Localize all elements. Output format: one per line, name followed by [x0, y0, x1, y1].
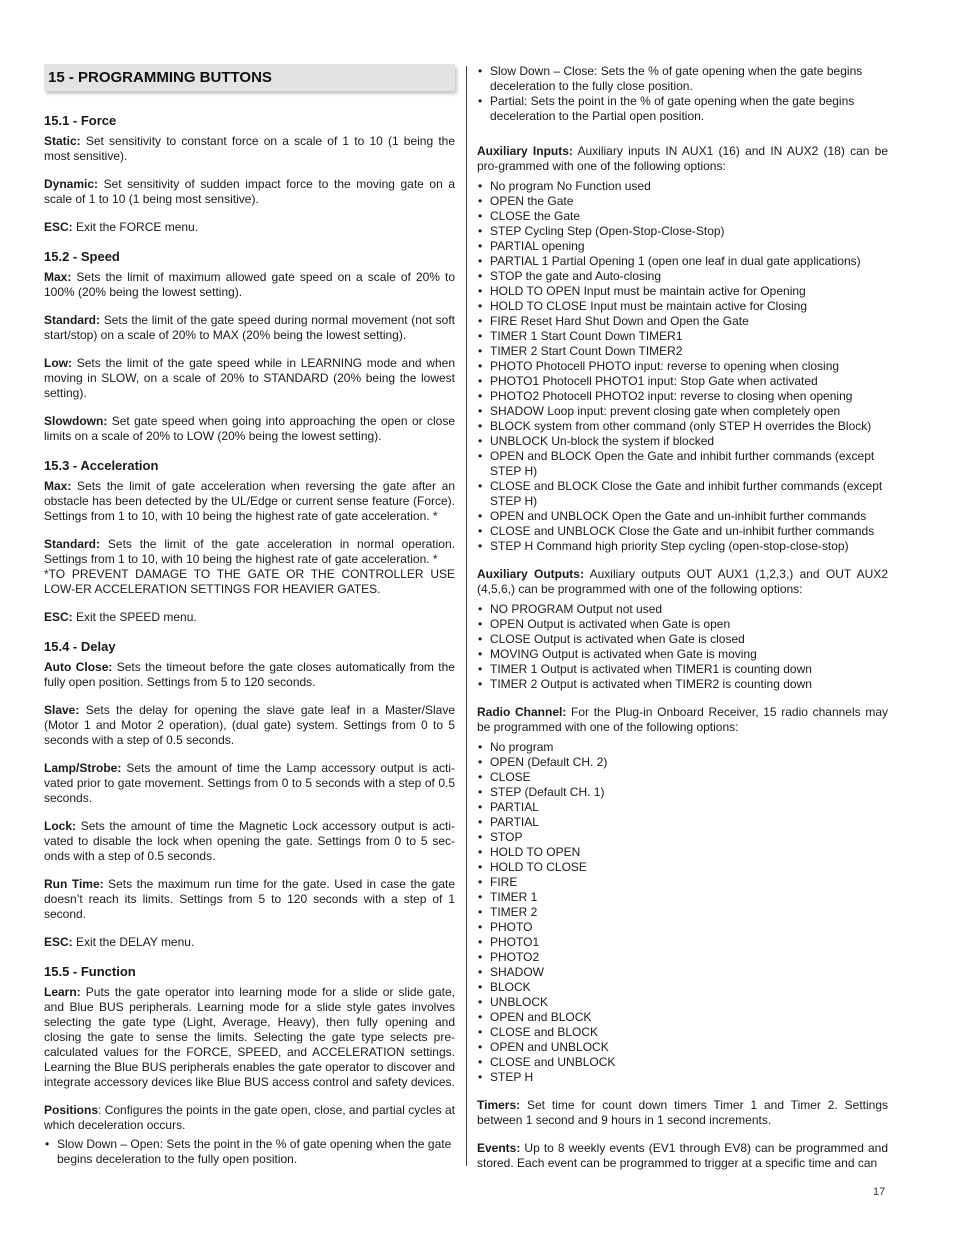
item-label: Lamp/Strobe:: [44, 761, 122, 775]
setting-paragraph: [44, 935, 455, 950]
events-text: Up to 8 weekly events (EV1 through EV8) can be programmed and stored. Each event can be programmed to trigger at a specific time and can: [477, 1141, 888, 1170]
events-paragraph: [477, 1141, 888, 1171]
list-item: • TIMER 1 Start Count Down TIMER1: [477, 329, 888, 344]
list-item: • STEP Cycling Step (Open-Stop-Close-Stop): [477, 224, 888, 239]
positions-list: [44, 1137, 455, 1167]
setting-paragraph: [44, 220, 455, 235]
item-text: Set sensitivity of sudden impact force to the moving gate on a scale of 1 to 10 (1 being most sensitive).: [44, 177, 455, 206]
speed-heading: 15.2 - Speed: [44, 249, 120, 264]
list-item: • OPEN and UNBLOCK Open the Gate and un-inhibit further commands: [477, 509, 888, 524]
item-text: Sets the limit of maximum allowed gate speed on a scale of 20% to 100% (20% being the lowest setting).: [44, 270, 455, 299]
list-item: • FIRE: [477, 875, 888, 890]
setting-paragraph: [44, 819, 455, 864]
item-label: Standard:: [44, 313, 101, 327]
list-item: • PARTIAL 1 Partial Opening 1 (open one leaf in dual gate applications): [477, 254, 888, 269]
radio-paragraph: [477, 705, 888, 735]
list-item: • OPEN and UNBLOCK: [477, 1040, 888, 1055]
page-title: 15 - PROGRAMMING BUTTONS: [44, 64, 455, 91]
aux-inputs-text: Auxiliary inputs IN AUX1 (16) and IN AUX2 (18) can be pro-grammed with one of the following options:: [477, 144, 888, 173]
aux-outputs-label: Auxiliary Outputs:: [477, 567, 584, 581]
delay-heading: 15.4 - Delay: [44, 639, 116, 654]
item-label: Max:: [44, 270, 72, 284]
function-heading: 15.5 - Function: [44, 964, 136, 979]
positions-list-continued: [477, 64, 888, 124]
left-column: [44, 64, 455, 1180]
list-item: • TIMER 2 Output is activated when TIMER2 is counting down: [477, 677, 888, 692]
delay-items: [44, 660, 455, 950]
list-item: • PHOTO1: [477, 935, 888, 950]
item-text: Sets the amount of time the Lamp accessory output is acti-vated prior to gate movement. Settings from 0 to 5 seconds with a step of 0.5 seconds.: [44, 761, 455, 805]
list-item: • HOLD TO CLOSE: [477, 860, 888, 875]
radio-text: For the Plug-in Onboard Receiver, 15 radio channels may be programmed with one of the following options:: [477, 705, 888, 734]
item-label: Slave:: [44, 703, 80, 717]
list-item: • CLOSE and BLOCK: [477, 1025, 888, 1040]
acceleration-esc: [44, 610, 455, 625]
learn-paragraph: [44, 985, 455, 1090]
item-text: Sets the timeout before the gate closes automatically from the fully open position. Settings from 5 to 120 seconds.: [44, 660, 455, 689]
positions-paragraph: [44, 1103, 455, 1133]
list-item: • PARTIAL: [477, 800, 888, 815]
list-item: • PARTIAL: [477, 815, 888, 830]
list-item: • UNBLOCK: [477, 995, 888, 1010]
item-label: Low:: [44, 356, 72, 370]
aux-inputs-list: [477, 179, 888, 554]
item-text: Sets the limit of gate acceleration when reversing the gate after an obstacle has been detected by the UL/Edge or current sense feature (Force). Settings from 1 to 10, with 10 being the highest rate of gate acceleration. *: [44, 479, 455, 523]
list-item: • OPEN and BLOCK Open the Gate and inhibit further commands (except STEP H): [477, 449, 888, 479]
item-text: Sets the limit of the gate speed while in LEARNING mode and when moving in SLOW, on a scale of 20% to STANDARD (20% being the lowest setting).: [44, 356, 455, 400]
list-item: • Slow Down – Open: Sets the point in the % of gate opening when the gate begins deceleration to the fully open position.: [44, 1137, 455, 1167]
item-label: ESC:: [44, 610, 73, 624]
item-text: Sets the limit of the gate acceleration in normal operation. Settings from 1 to 10, with 10 being the highest rate of gate acceleration. *: [44, 537, 455, 566]
column-divider: [466, 66, 467, 1166]
item-label: Dynamic:: [44, 177, 99, 191]
item-label: Auto Close:: [44, 660, 113, 674]
item-label: Run Time:: [44, 877, 104, 891]
setting-paragraph: [44, 177, 455, 207]
acceleration-warning: *TO PREVENT DAMAGE TO THE GATE OR THE CONTROLLER USE LOW-ER ACCELERATION SETTINGS FOR HEAVIER GATES.: [44, 567, 455, 596]
radio-label: Radio Channel:: [477, 705, 567, 719]
delay-section: [44, 639, 455, 950]
setting-paragraph: [44, 313, 455, 343]
list-item: • OPEN and BLOCK: [477, 1010, 888, 1025]
function-section: [44, 964, 455, 1167]
aux-inputs-paragraph: [477, 144, 888, 174]
force-items: [44, 134, 455, 235]
item-text: Set gate speed when going into approaching the open or close limits on a scale of 20% to LOW (20% being the lowest setting).: [44, 414, 455, 443]
aux-inputs-label: Auxiliary Inputs:: [477, 144, 573, 158]
list-item: • Partial: Sets the point in the % of gate opening when the gate begins deceleration to the Partial open position.: [477, 94, 888, 124]
list-item: • No program No Function used: [477, 179, 888, 194]
acceleration-max: [44, 479, 455, 524]
acceleration-heading: 15.3 - Acceleration: [44, 458, 159, 473]
positions-text: : Configures the points in the gate open, close, and partial cycles at which deceleration occurs.: [44, 1103, 455, 1132]
list-item: • PHOTO1 Photocell PHOTO1 input: Stop Gate when activated: [477, 374, 888, 389]
setting-paragraph: [44, 134, 455, 164]
item-text: Exit the DELAY menu.: [72, 935, 195, 949]
radio-list: [477, 740, 888, 1085]
force-heading: 15.1 - Force: [44, 113, 117, 128]
item-text: Set sensitivity to constant force on a scale of 1 to 10 (1 being the most sensitive).: [44, 134, 455, 163]
speed-items: [44, 270, 455, 444]
list-item: • SHADOW: [477, 965, 888, 980]
list-item: • Slow Down – Close: Sets the % of gate opening when the gate begins deceleration to the fully close position.: [477, 64, 888, 94]
acceleration-standard: [44, 537, 455, 567]
list-item: • MOVING Output is activated when Gate is moving: [477, 647, 888, 662]
list-item: • HOLD TO OPEN: [477, 845, 888, 860]
timers-label: Timers:: [477, 1098, 521, 1112]
list-item: • BLOCK: [477, 980, 888, 995]
timers-text: Set time for count down timers Timer 1 and Timer 2. Settings between 1 second and 9 hours in 1 second increments.: [477, 1098, 888, 1127]
aux-outputs-list: [477, 602, 888, 692]
item-text: Exit the SPEED menu.: [72, 610, 197, 624]
learn-text: Puts the gate operator into learning mode for a slide or slide gate, and Blue BUS peripherals. Learning mode for a slide style gates involves selecting the gate type (Light, Average, Heavy), then fully opening and closing the gate to sense the limits. Selecting the gate type selects pre-calculated values for the FORCE, SPEED, and ACCELERATION settings. Learning the Blue BUS peripherals enables the gate operator to discover and integrate accessory devices like Blue BUS access control and safety devices.: [44, 985, 455, 1089]
list-item: • TIMER 1: [477, 890, 888, 905]
list-item: • CLOSE the Gate: [477, 209, 888, 224]
list-item: • STEP (Default CH. 1): [477, 785, 888, 800]
item-label: Static:: [44, 134, 81, 148]
item-label: Standard:: [44, 537, 101, 551]
list-item: • NO PROGRAM Output not used: [477, 602, 888, 617]
setting-paragraph: [44, 414, 455, 444]
list-item: • PHOTO2: [477, 950, 888, 965]
list-item: • STEP H: [477, 1070, 888, 1085]
timers-paragraph: [477, 1098, 888, 1128]
list-item: • CLOSE Output is activated when Gate is closed: [477, 632, 888, 647]
list-item: • FIRE Reset Hard Shut Down and Open the Gate: [477, 314, 888, 329]
list-item: • HOLD TO CLOSE Input must be maintain active for Closing: [477, 299, 888, 314]
item-label: ESC:: [44, 935, 73, 949]
item-text: Sets the maximum run time for the gate. Used in case the gate doesn’t reach its limits. Settings from 5 to 120 seconds with a step of 1 second.: [44, 877, 455, 921]
page-number: 17: [873, 1186, 886, 1198]
list-item: • STOP: [477, 830, 888, 845]
list-item: • SHADOW Loop input: prevent closing gate when completely open: [477, 404, 888, 419]
list-item: • CLOSE and BLOCK Close the Gate and inhibit further commands (except STEP H): [477, 479, 888, 509]
item-text: Exit the FORCE menu.: [72, 220, 199, 234]
item-text: Sets the limit of the gate speed during normal movement (not soft start/stop) on a scale of 20% to MAX (20% being the lowest setting).: [44, 313, 455, 342]
list-item: • PARTIAL opening: [477, 239, 888, 254]
learn-label: Learn:: [44, 985, 81, 999]
list-item: • No program: [477, 740, 888, 755]
setting-paragraph: [44, 877, 455, 922]
list-item: • STEP H Command high priority Step cycling (open-stop-close-stop): [477, 539, 888, 554]
list-item: • HOLD TO OPEN Input must be maintain active for Opening: [477, 284, 888, 299]
positions-label: Positions: [44, 1103, 99, 1117]
setting-paragraph: [44, 761, 455, 806]
events-label: Events:: [477, 1141, 521, 1155]
setting-paragraph: [44, 356, 455, 401]
list-item: • TIMER 1 Output is activated when TIMER1 is counting down: [477, 662, 888, 677]
list-item: • OPEN Output is activated when Gate is open: [477, 617, 888, 632]
item-text: Sets the amount of time the Magnetic Lock accessory output is acti-vated to disable the lock when opening the gate. Settings from 0 to 5 sec-onds with a step of 0.5 seconds.: [44, 819, 455, 863]
list-item: • PHOTO2 Photocell PHOTO2 input: reverse to closing when opening: [477, 389, 888, 404]
list-item: • OPEN (Default CH. 2): [477, 755, 888, 770]
setting-paragraph: [44, 660, 455, 690]
list-item: • UNBLOCK Un-block the system if blocked: [477, 434, 888, 449]
right-column: [477, 64, 888, 1184]
list-item: • STOP the gate and Auto-closing: [477, 269, 888, 284]
force-section: [44, 113, 455, 235]
aux-outputs-paragraph: [477, 567, 888, 597]
item-text: Sets the delay for opening the slave gate leaf in a Master/Slave (Motor 1 and Motor 2 operation), (dual gate) system. Settings from 0 to 5 seconds with a step of 0.5 seconds.: [44, 703, 455, 747]
item-label: Slowdown:: [44, 414, 108, 428]
list-item: • OPEN the Gate: [477, 194, 888, 209]
list-item: • BLOCK system from other command (only STEP H overrides the Block): [477, 419, 888, 434]
list-item: • CLOSE and UNBLOCK Close the Gate and un-inhibit further commands: [477, 524, 888, 539]
setting-paragraph: [44, 703, 455, 748]
item-label: ESC:: [44, 220, 73, 234]
item-label: Lock:: [44, 819, 77, 833]
list-item: • TIMER 2 Start Count Down TIMER2: [477, 344, 888, 359]
list-item: • PHOTO: [477, 920, 888, 935]
speed-section: [44, 249, 455, 444]
list-item: • PHOTO Photocell PHOTO input: reverse to opening when closing: [477, 359, 888, 374]
setting-paragraph: [44, 270, 455, 300]
list-item: • CLOSE and UNBLOCK: [477, 1055, 888, 1070]
aux-outputs-text: Auxiliary outputs OUT AUX1 (1,2,3,) and OUT AUX2 (4,5,6,) can be programmed with one of the following options:: [477, 567, 888, 596]
list-item: • TIMER 2: [477, 905, 888, 920]
acceleration-section: [44, 458, 455, 625]
list-item: • CLOSE: [477, 770, 888, 785]
item-label: Max:: [44, 479, 72, 493]
